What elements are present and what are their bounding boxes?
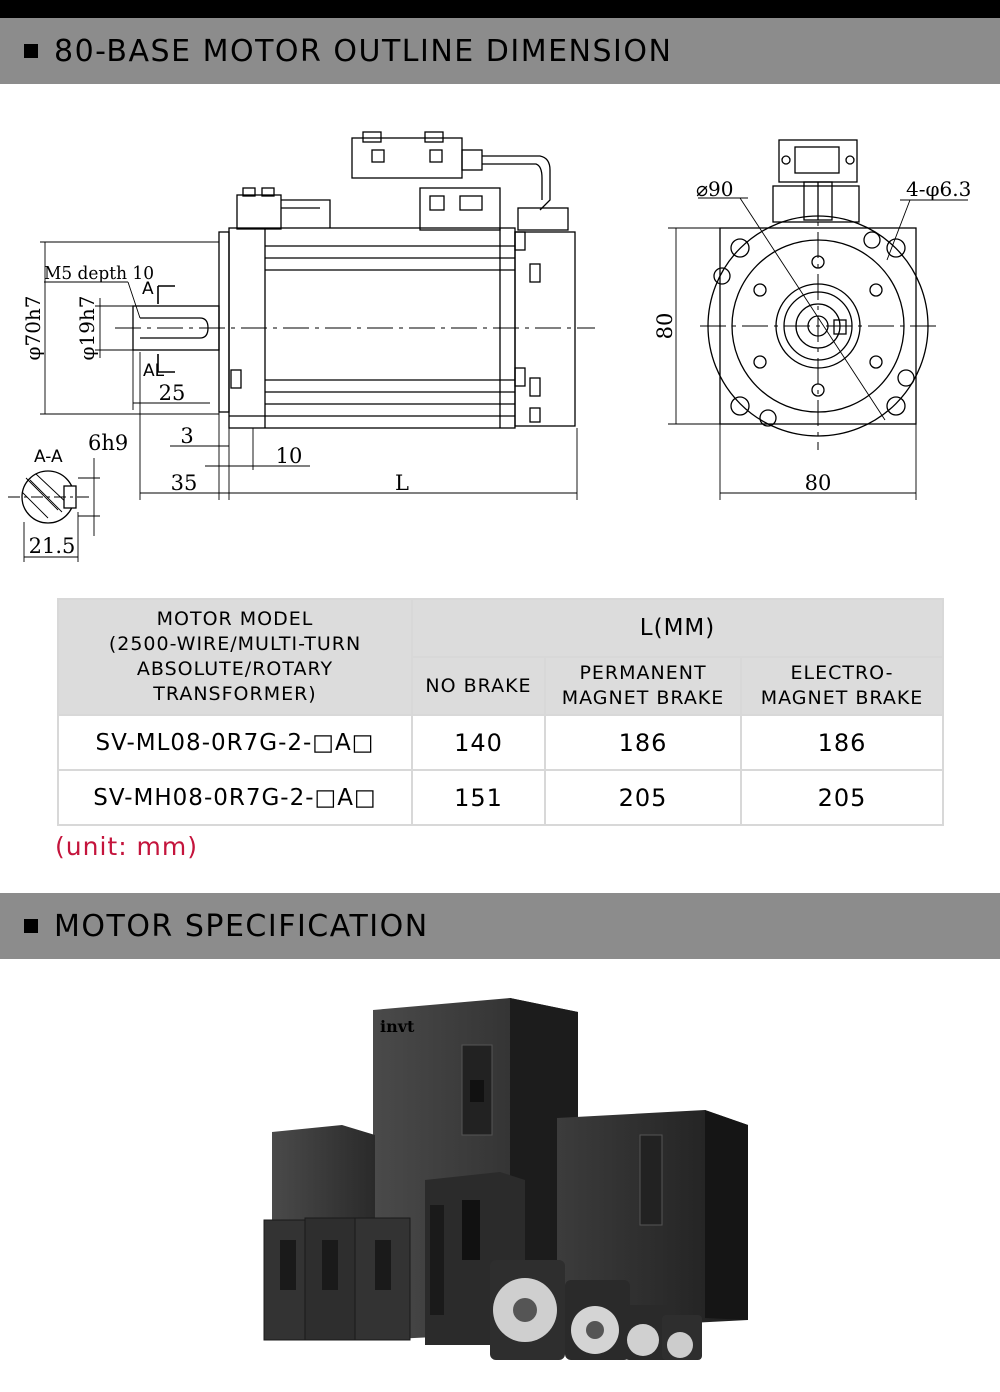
square-bullet-icon [24, 44, 38, 58]
model-name: SV-ML08-0R7G-2-□A□ [58, 715, 412, 770]
label-section-a-bottom: AL [143, 361, 165, 381]
label-holes: 4-φ6.3 [906, 177, 972, 201]
header-electromagnet-brake: ELECTRO- MAGNET BRAKE [741, 657, 943, 715]
table-row [58, 770, 943, 825]
label-dim-35: 35 [170, 471, 198, 495]
label-dim-l: L [395, 471, 409, 495]
label-dim-25: 25 [158, 381, 186, 405]
label-phi19: φ19h7 [75, 295, 99, 361]
value-em-brake: 205 [741, 770, 943, 825]
label-section-a-a: A-A [34, 447, 63, 467]
label-section-a-top: A [142, 279, 154, 299]
value-em-brake: 186 [741, 715, 943, 770]
top-black-bar [0, 0, 1000, 18]
label-key-6h9: 6h9 [88, 431, 129, 455]
table-row [58, 715, 943, 770]
value-pm-brake: 186 [545, 715, 741, 770]
label-phi90: ⌀90 [696, 177, 734, 201]
label-phi70: φ70h7 [21, 295, 45, 361]
value-pm-brake: 205 [545, 770, 741, 825]
dimension-table [57, 598, 944, 826]
header-l-mm: L(MM) [412, 599, 943, 657]
label-dim-10: 10 [275, 444, 303, 468]
section-title: 80-BASE MOTOR OUTLINE DIMENSION [54, 33, 673, 69]
unit-note: (unit: mm) [55, 832, 199, 861]
model-name: SV-MH08-0R7G-2-□A□ [58, 770, 412, 825]
label-m5-depth: M5 depth 10 [44, 263, 154, 284]
value-no-brake: 140 [412, 715, 545, 770]
product-photo [0, 959, 1000, 1392]
section-title: MOTOR SPECIFICATION [54, 908, 429, 944]
section-header-outline [0, 18, 1000, 84]
value-no-brake: 151 [412, 770, 545, 825]
outline-dimension-drawing [0, 84, 1000, 594]
label-dim-80-bottom: 80 [804, 471, 832, 495]
header-motor-model: MOTOR MODEL (2500-WIRE/MULTI-TURN ABSOLUTE/ROTARY TRANSFORMER) [58, 599, 412, 715]
header-no-brake: NO BRAKE [412, 657, 545, 715]
header-permanent-magnet-brake: PERMANENT MAGNET BRAKE [545, 657, 741, 715]
section-header-specification [0, 893, 1000, 959]
label-dim-80-side: 80 [653, 312, 677, 340]
label-dim-3: 3 [180, 424, 194, 448]
label-dim-21-5: 21.5 [28, 534, 76, 558]
brand-logo: invt [380, 1017, 415, 1036]
square-bullet-icon [24, 919, 38, 933]
